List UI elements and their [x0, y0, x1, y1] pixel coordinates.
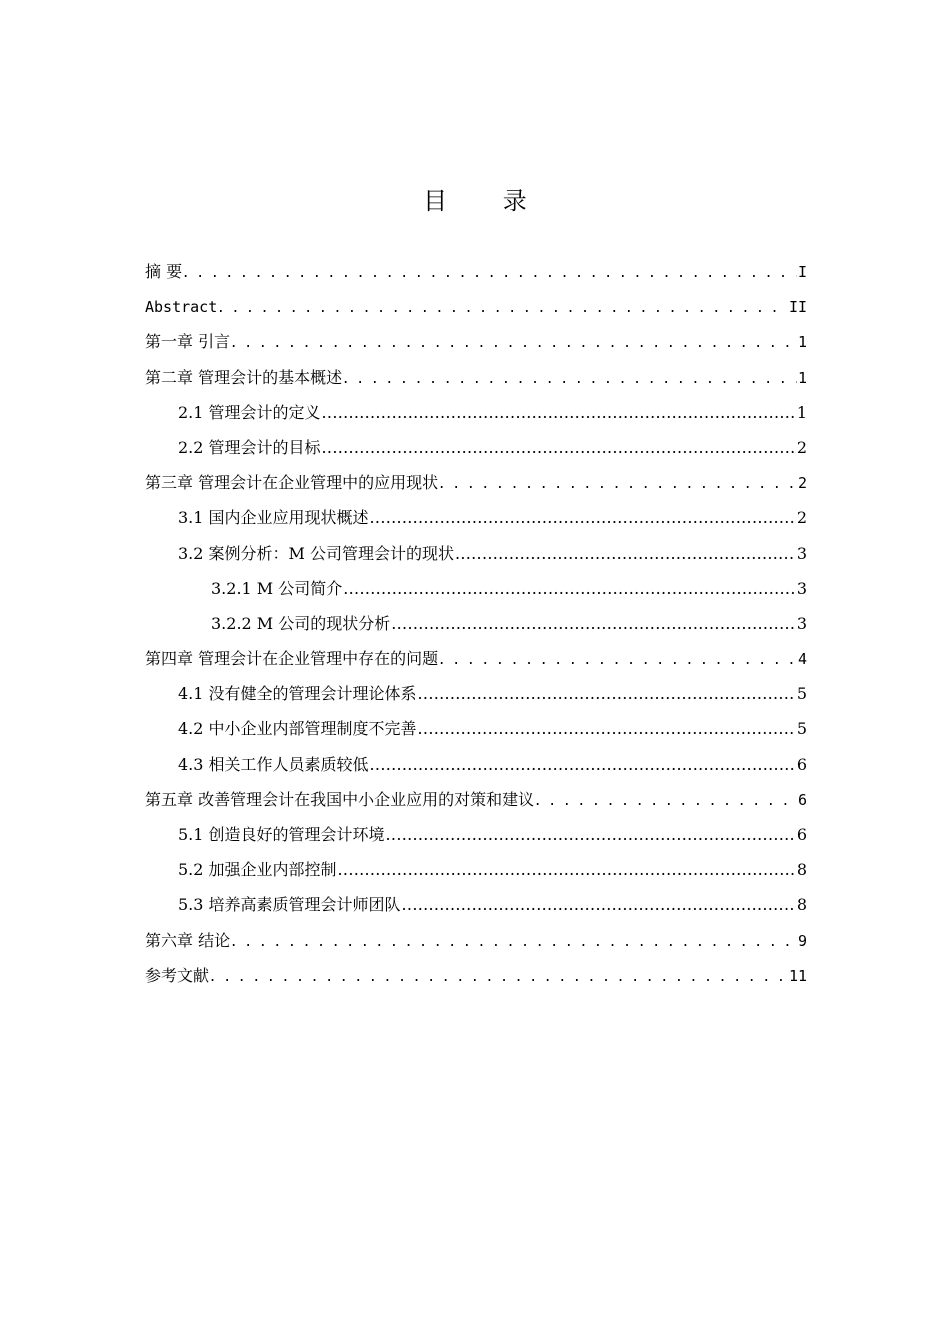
dot-leader — [210, 958, 788, 993]
toc-entry-label: 第五章 改善管理会计在我国中小企业应用的对策和建议 — [145, 789, 535, 809]
toc-entry-page: 3 — [796, 543, 807, 563]
dot-leader — [535, 782, 797, 817]
toc-entry-label: 4.2 中小企业内部管理制度不完善 — [178, 719, 417, 739]
toc-entry-label: 2.1 管理会计的定义 — [178, 402, 321, 422]
toc-entry[interactable] — [145, 500, 807, 535]
toc-entry-page: 5 — [796, 719, 807, 739]
dot-leader — [231, 923, 797, 958]
toc-entry-label: 3.2 案例分析：M 公司管理会计的现状 — [178, 543, 455, 563]
toc-entry[interactable] — [145, 254, 807, 289]
toc-entry-label: 第一章 引言 — [145, 332, 231, 352]
dot-leader — [338, 852, 796, 887]
toc-entry-page: I — [797, 263, 807, 281]
dot-leader — [218, 289, 788, 324]
toc-entry-page: 2 — [796, 437, 807, 457]
toc-entry-page: 6 — [796, 825, 807, 844]
dot-leader — [231, 324, 797, 359]
toc-entry[interactable] — [145, 465, 807, 500]
toc-entry[interactable] — [145, 536, 807, 571]
toc-entry[interactable] — [145, 923, 807, 958]
toc-entry-page: II — [788, 298, 807, 317]
toc-entry-label: 第六章 结论 — [145, 930, 231, 950]
toc-entry-label: 3.2.2 M 公司的现状分析 — [211, 613, 391, 633]
toc-entry-label: 4.3 相关工作人员素质较低 — [178, 754, 369, 774]
toc-entry-label: 第四章 管理会计在企业管理中存在的问题 — [145, 649, 439, 669]
toc-entry[interactable] — [145, 324, 807, 359]
toc-entry-page: 2 — [796, 508, 807, 528]
toc-entry[interactable] — [145, 747, 807, 782]
toc-entry-label: 2.2 管理会计的目标 — [178, 437, 321, 457]
dot-leader — [343, 571, 796, 606]
toc-entry-label: Abstract — [145, 298, 218, 317]
toc-entry-page: 9 — [797, 931, 807, 950]
dot-leader — [322, 430, 796, 465]
toc-entry-label: 3.1 国内企业应用现状概述 — [178, 508, 369, 528]
toc-entry[interactable] — [145, 641, 807, 676]
toc-entry-page: 5 — [796, 684, 807, 704]
toc-entry[interactable] — [145, 958, 807, 993]
toc-entry[interactable] — [145, 711, 807, 746]
toc-entry-page: 1 — [797, 333, 807, 352]
toc-entry[interactable] — [145, 817, 807, 852]
toc-entry-label: 摘 要 — [145, 262, 183, 281]
toc-entry-page: 3 — [796, 613, 807, 633]
toc-entry-page: 2 — [797, 474, 807, 493]
dot-leader — [386, 817, 796, 852]
toc-entry[interactable] — [145, 676, 807, 711]
dot-leader — [183, 254, 797, 289]
toc-entry[interactable] — [145, 606, 807, 641]
toc-entry-label: 4.1 没有健全的管理会计理论体系 — [178, 684, 417, 704]
dot-leader — [391, 606, 796, 641]
dot-leader — [455, 536, 796, 571]
dot-leader — [322, 395, 796, 430]
dot-leader — [370, 747, 796, 782]
dot-leader — [343, 360, 797, 395]
toc-entry-page: 4 — [797, 650, 807, 669]
toc-entry[interactable] — [145, 395, 807, 430]
dot-leader — [402, 887, 796, 922]
toc-entry-label: 第二章 管理会计的基本概述 — [145, 367, 343, 387]
toc-entry[interactable] — [145, 430, 807, 465]
toc-entry-page: 6 — [797, 790, 807, 809]
toc-entry[interactable] — [145, 360, 807, 395]
toc-entry-page: 8 — [796, 895, 807, 915]
toc-entry-page: 3 — [796, 578, 807, 598]
dot-leader — [439, 641, 797, 676]
dot-leader — [370, 500, 796, 535]
toc-entry[interactable] — [145, 782, 807, 817]
table-of-contents — [145, 254, 807, 993]
toc-entry-label: 5.1 创造良好的管理会计环境 — [178, 825, 385, 844]
toc-entry-page: 1 — [797, 368, 807, 387]
toc-entry-page: 6 — [796, 754, 807, 774]
toc-entry-page: 1 — [796, 402, 807, 422]
toc-entry-label: 第三章 管理会计在企业管理中的应用现状 — [145, 473, 439, 493]
toc-entry-label: 5.3 培养高素质管理会计师团队 — [178, 895, 401, 915]
dot-leader — [418, 711, 796, 746]
toc-entry-label: 3.2.1 M 公司简介 — [211, 578, 343, 598]
toc-entry[interactable] — [145, 852, 807, 887]
toc-entry-page: 8 — [796, 860, 807, 880]
toc-entry[interactable] — [145, 289, 807, 324]
toc-entry-label: 参考文献 — [145, 965, 210, 985]
toc-title: 目 录 — [423, 187, 551, 215]
toc-entry[interactable] — [145, 887, 807, 922]
toc-entry-label: 5.2 加强企业内部控制 — [178, 860, 337, 880]
dot-leader — [418, 676, 796, 711]
dot-leader — [439, 465, 797, 500]
toc-entry-page: 11 — [788, 966, 807, 985]
toc-entry[interactable] — [145, 571, 807, 606]
